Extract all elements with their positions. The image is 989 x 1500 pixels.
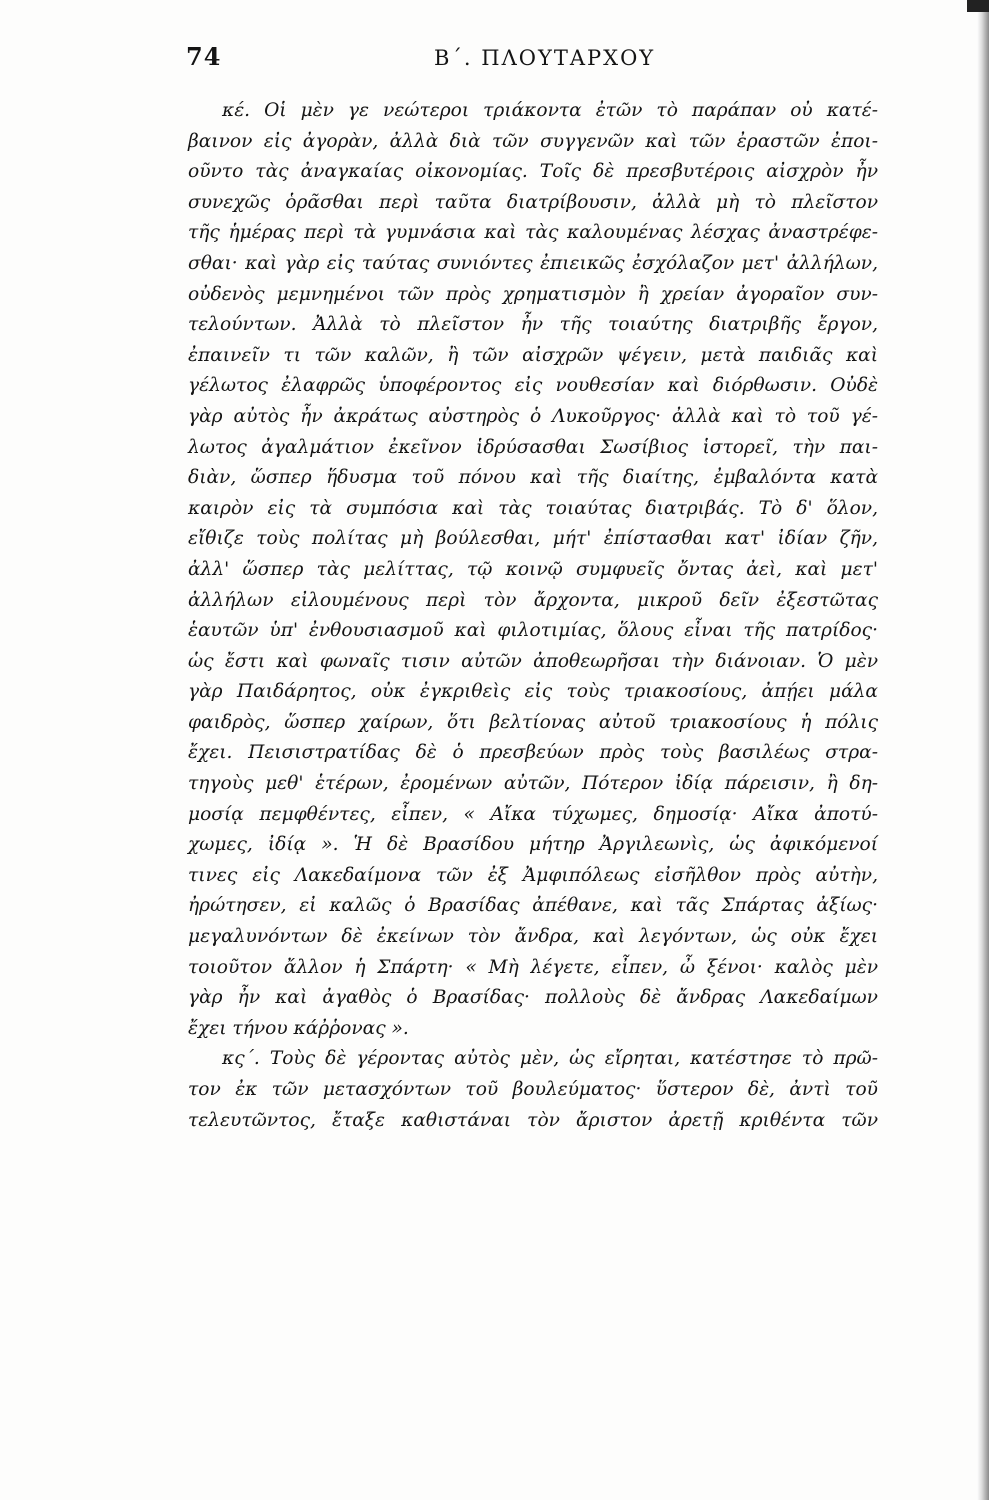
running-title: Β΄. ΠΛΟΥΤΑΡΧΟΥ <box>434 46 656 70</box>
text-line: βαινον εἰς ἀγορὰν, ἀλλὰ διὰ τῶν συγγενῶν καὶ τῶν ἐραστῶν ἐποι- <box>188 130 878 152</box>
page-edge-corner <box>967 0 989 12</box>
page-edge-shadow <box>977 0 989 1500</box>
text-line: γὰρ ἦν καὶ ἀγαθὸς ὁ Βρασίδας· πολλοὺς δὲ ἄνδρας Λακεδαίμων <box>188 987 878 1009</box>
text-line: ἑαυτῶν ὑπ' ἐνθουσιασμοῦ καὶ φιλοτιμίας, ὅλους εἶναι τῆς πατρίδος· <box>188 620 878 642</box>
body-text <box>188 96 878 1136</box>
text-line: χωμες, ἰδίᾳ ». Ἡ δὲ Βρασίδου μήτηρ Ἀργιλεωνὶς, ὡς ἀφικόμενοί <box>188 834 878 856</box>
text-line: γέλωτος ἐλαφρῶς ὑποφέροντος εἰς νουθεσίαν καὶ διόρθωσιν. Οὐδὲ <box>188 375 878 397</box>
text-line: γὰρ Παιδάρητος, οὐκ ἐγκριθεὶς εἰς τοὺς τριακοσίους, ἀπῄει μάλα <box>188 681 878 703</box>
text-line: ἀλλήλων εἰλουμένους περὶ τὸν ἄρχοντα, μικροῦ δεῖν ἐξεστῶτας <box>188 589 878 611</box>
text-line: τινες εἰς Λακεδαίμονα τῶν ἐξ Ἀμφιπόλεως εἰσῆλθον πρὸς αὐτὴν, <box>188 864 878 886</box>
text-line: τον ἐκ τῶν μετασχόντων τοῦ βουλεύματος· ὕστερον δὲ, ἀντὶ τοῦ <box>188 1079 878 1100</box>
paragraph-25 <box>188 96 878 1044</box>
text-line: μεγαλυνόντων δὲ ἐκείνων τὸν ἄνδρα, καὶ λεγόντων, ὡς οὐκ ἔχει <box>188 926 878 948</box>
text-line: ἔχει τήνου κάῤῥονας ». <box>188 1017 409 1039</box>
text-line: τελευτῶντος, ἔταξε καθιστάναι τὸν ἄριστον ἀρετῇ κριθέντα τῶν <box>188 1109 878 1131</box>
text-line: σθαι· καὶ γὰρ εἰς ταύτας συνιόντες ἐπιεικῶς ἐσχόλαζον μετ' ἀλλήλων, <box>188 252 878 274</box>
text-line: ἔχει. Πεισιστρατίδας δὲ ὁ πρεσβεύων πρὸς τοὺς βασιλέως στρα- <box>188 742 878 764</box>
text-line: μοσίᾳ πεμφθέντες, εἶπεν, « Αἴκα τύχωμες, δημοσίᾳ· Αἴκα ἀποτύ- <box>188 803 878 825</box>
text-line: γὰρ αὐτὸς ἦν ἀκράτως αὐστηρὸς ὁ Λυκοῦργος· ἀλλὰ καὶ τὸ τοῦ γέ- <box>188 405 878 427</box>
text-line: ἐπαινεῖν τι τῶν καλῶν, ἢ τῶν αἰσχρῶν ψέγειν, μετὰ παιδιᾶς καὶ <box>188 344 878 366</box>
paragraph-26 <box>188 1044 878 1136</box>
text-line: οὐδενὸς μεμνημένοι τῶν πρὸς χρηματισμὸν ἢ χρείαν ἀγοραῖον συν- <box>188 283 878 305</box>
text-line: ὡς ἔστι καὶ φωναῖς τισιν αὐτῶν ἀποθεωρῆσαι τὴν διάνοιαν. Ὁ μὲν <box>188 650 878 672</box>
text-line: συνεχῶς ὁρᾶσθαι περὶ ταῦτα διατρίβουσιν, ἀλλὰ μὴ τὸ πλεῖστον <box>188 191 878 213</box>
text-line: οῦντο τὰς ἀναγκαίας οἰκονομίας. Τοῖς δὲ πρεσβυτέροις αἰσχρὸν ἦν <box>188 161 878 183</box>
text-line: ἀλλ' ὥσπερ τὰς μελίττας, τῷ κοινῷ συμφυεῖς ὄντας ἀεὶ, καὶ μετ' <box>188 558 878 580</box>
text-line: τηγοὺς μεθ' ἑτέρων, ἐρομένων αὐτῶν, Πότερον ἰδίᾳ πάρεισιν, ἢ δη- <box>188 773 878 795</box>
text-line: ἠρώτησεν, εἰ καλῶς ὁ Βρασίδας ἀπέθανε, καὶ τᾶς Σπάρτας ἀξίως· <box>188 895 878 917</box>
text-line: εἴθιζε τοὺς πολίτας μὴ βούλεσθαι, μήτ' ἐπίστασθαι κατ' ἰδίαν ζῆν, <box>188 528 878 550</box>
text-line: διὰν, ὥσπερ ἥδυσμα τοῦ πόνου καὶ τῆς διαίτης, ἐμβαλόντα κατὰ <box>188 467 878 489</box>
page-header <box>186 42 886 82</box>
page-number: 74 <box>186 42 222 71</box>
text-line: τοιοῦτον ἄλλον ἡ Σπάρτη· « Μὴ λέγετε, εἶπεν, ὦ ξένοι· καλὸς μὲν <box>188 956 878 978</box>
text-line: καιρὸν εἰς τὰ συμπόσια καὶ τὰς τοιαύτας διατριβάς. Τὸ δ' ὅλον, <box>188 497 878 519</box>
text-line: φαιδρὸς, ὥσπερ χαίρων, ὅτι βελτίονας αὐτοῦ τριακοσίους ἡ πόλις <box>188 711 878 733</box>
text-line: τελούντων. Ἀλλὰ τὸ πλεῖστον ἦν τῆς τοιαύτης διατριβῆς ἔργον, <box>188 314 878 336</box>
text-line: κς΄. Τοὺς δὲ γέροντας αὐτὸς μὲν, ὡς εἴρηται, κατέστησε τὸ πρῶ- <box>222 1048 878 1070</box>
text-line: τῆς ἡμέρας περὶ τὰ γυμνάσια καὶ τὰς καλουμένας λέσχας ἀναστρέφε- <box>188 222 878 244</box>
text-line: κέ. Οἱ μὲν γε νεώτεροι τριάκοντα ἐτῶν τὸ παράπαν οὐ κατέ- <box>222 100 878 121</box>
text-line: λωτος ἀγαλμάτιον ἐκεῖνον ἱδρύσασθαι Σωσίβιος ἱστορεῖ, τὴν παι- <box>188 436 878 458</box>
